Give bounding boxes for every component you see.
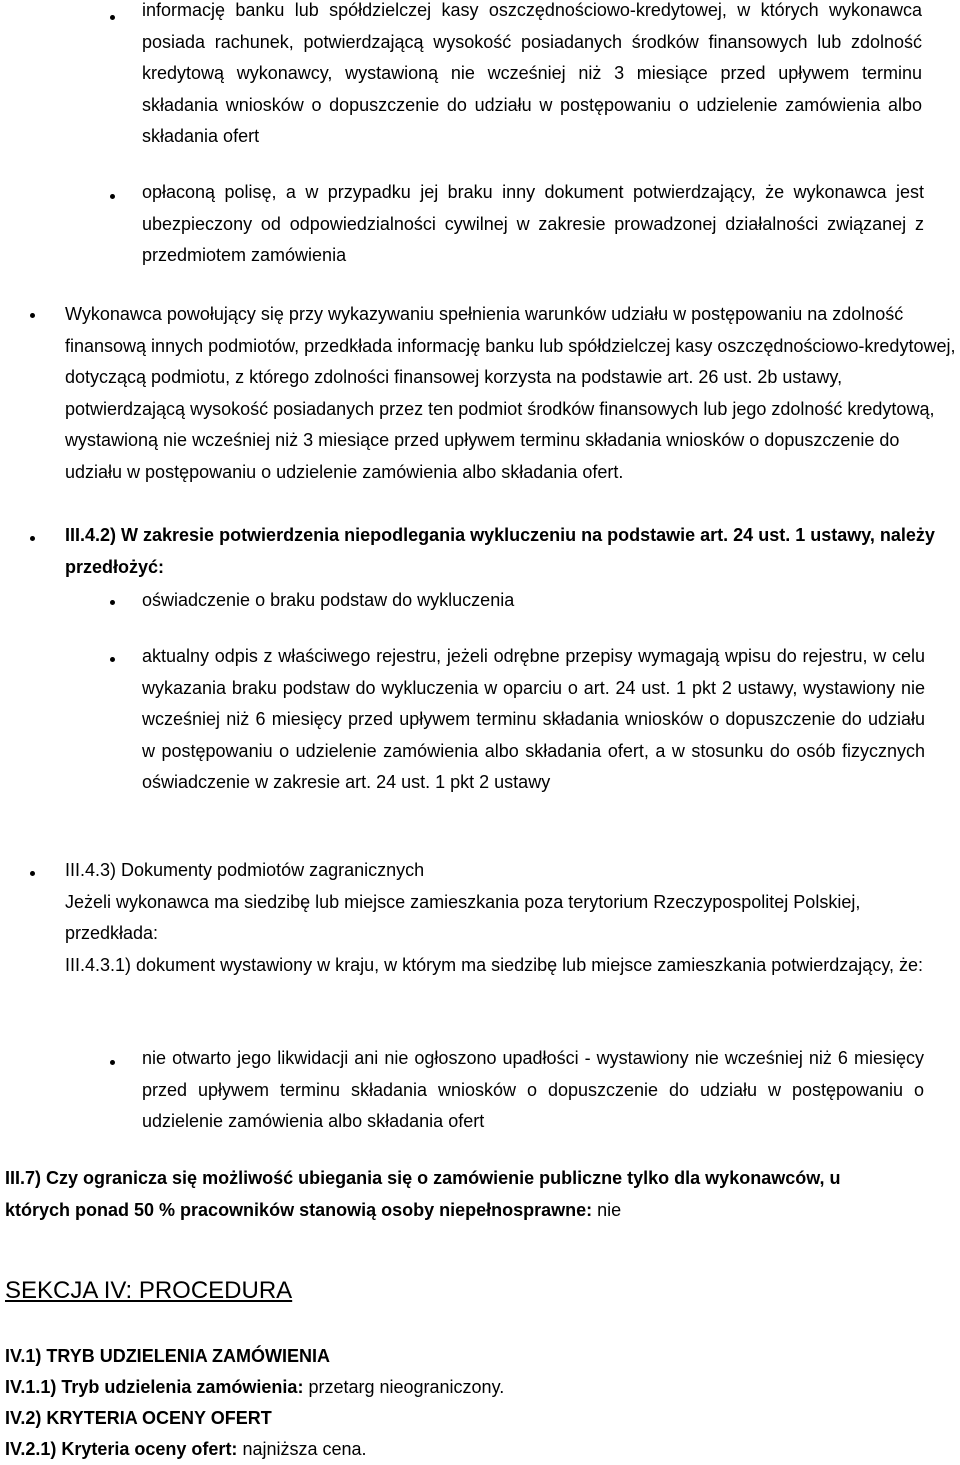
- iii-7-paragraph: [5, 1163, 905, 1226]
- list-item-text: informację banku lub spółdzielczej kasy oszczędnościowo-kredytowej, w których wykonawca posiada rachunek, potwierdzającą wysokość posiadanych środków finansowych lub zdolność kredytową wykonawcy, wystawioną nie wcześniej niż 3 miesiące przed upływem terminu składania wniosków o dopuszczenie do udziału w postępowaniu o udzielenie zamówienia albo składania ofert: [142, 0, 922, 147]
- iii-7-answer: nie: [597, 1199, 622, 1220]
- list-item: [65, 855, 945, 981]
- bullet-dot: [110, 600, 115, 605]
- iv-1-heading: IV.1) TRYB UDZIELENIA ZAMÓWIENIA: [5, 1346, 331, 1366]
- section-heading-iii-4-3: III.4.3) Dokumenty podmiotów zagranicznych: [65, 860, 425, 880]
- list-item-text: nie otwarto jego likwidacji ani nie ogłoszono upadłości - wystawiony nie wcześniej niż 6 miesięcy przed upływem terminu składania wniosków o dopuszczenie do udziału w postępowaniu o udzielenie zamówienia albo składania ofert: [142, 1048, 924, 1132]
- section-heading-iii-4-2: III.4.2) W zakresie potwierdzenia niepodlegania wykluczeniu na podstawie art. 24 ust. 1 ustawy, należy przedłożyć:: [65, 525, 935, 577]
- iii-7-question: III.7) Czy ogranicza się możliwość ubiegania się o zamówienie publiczne tylko dla wykonawców, u których ponad 50 % pracowników stanowią osoby niepełnosprawne:: [5, 1168, 841, 1220]
- bullet-dot: [30, 536, 35, 541]
- bullet-dot: [30, 313, 35, 318]
- iii-7-text: [5, 1163, 905, 1226]
- list-item-text: Wykonawca powołujący się przy wykazywaniu spełnienia warunków udziału w postępowaniu na zdolność finansową innych podmiotów, przedkłada informację banku lub spółdzielczej kasy oszczędnościowo-kredytowej, dotyczącą podmiotu, z którego zdolności finansowej korzysta na podstawie art. 26 ust. 2b ustawy, potwierdzającą wysokość posiadanych przez ten podmiot środków finansowych lub jego zdolność kredytową, wystawioną nie wcześniej niż 3 miesiące przed upływem terminu składania wniosków o dopuszczenie do udziału w postępowaniu o udzielenie zamówienia albo składania ofert.: [65, 304, 956, 482]
- iv-2-heading: IV.2) KRYTERIA OCENY OFERT: [5, 1408, 272, 1428]
- list-item: [142, 585, 932, 617]
- list-item-text: aktualny odpis z właściwego rejestru, jeżeli odrębne przepisy wymagają wpisu do rejestru, w celu wykazania braku podstaw do wykluczenia w oparciu o art. 24 ust. 1 pkt 2 ustawy, wystawiony nie wcześniej niż 6 miesięcy przed upływem terminu składania wniosków o dopuszczenie do udziału w postępowaniu o udzielenie zamówienia albo składania ofert, a w stosunku do osób fizycznych oświadczenie w zakresie art. 24 ust. 1 pkt 2 ustawy: [142, 646, 925, 793]
- bullet-dot: [110, 657, 115, 662]
- bullet-dot: [110, 1060, 115, 1065]
- iv-2-1-line: [5, 1434, 367, 1465]
- list-item: [142, 0, 922, 153]
- list-item: [65, 299, 958, 489]
- foreign-entities-text: Jeżeli wykonawca ma siedzibę lub miejsce zamieszkania poza terytorium Rzeczypospolitej Polskiej, przedkłada:: [65, 891, 861, 944]
- document-requirement-text: III.4.3.1) dokument wystawiony w kraju, w którym ma siedzibę lub miejsce zamieszkania potwierdzający, że:: [65, 954, 923, 975]
- iv-2-1-value: najniższa cena.: [242, 1439, 367, 1459]
- list-item: [142, 641, 925, 799]
- list-item-text: oświadczenie o braku podstaw do wykluczenia: [142, 590, 515, 610]
- iv-1-1-line: [5, 1372, 504, 1403]
- bullet-dot: [110, 15, 115, 20]
- iv-1-1-label: IV.1.1) Tryb udzielenia zamówienia:: [5, 1377, 304, 1397]
- list-item-text: opłaconą polisę, a w przypadku jej braku inny dokument potwierdzający, że wykonawca jest ubezpieczony od odpowiedzialności cywilnej w zakresie prowadzonej działalności związanej z przedmiotem zamówienia: [142, 182, 924, 266]
- list-item: [65, 520, 945, 583]
- section-title: SEKCJA IV: PROCEDURA: [5, 1277, 293, 1304]
- list-item: [142, 1043, 924, 1138]
- iv-1-1-value: przetarg nieograniczony.: [308, 1377, 505, 1397]
- bullet-dot: [30, 871, 35, 876]
- bullet-dot: [110, 194, 115, 199]
- iv-2-1-label: IV.2.1) Kryteria oceny ofert:: [5, 1439, 238, 1459]
- list-item: [142, 177, 924, 272]
